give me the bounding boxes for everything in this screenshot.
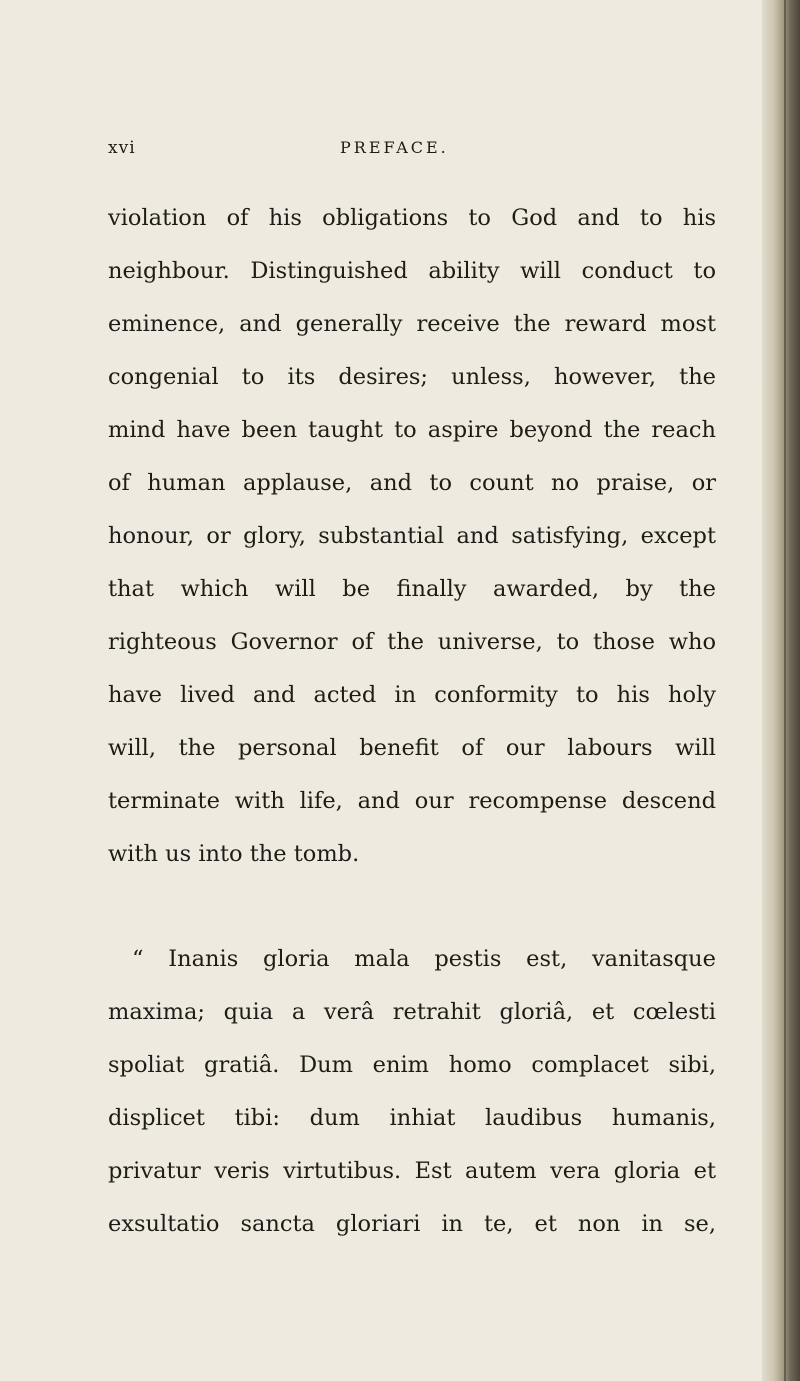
text-line: terminate with life, and our recompense descend: [108, 788, 716, 814]
book-gutter-shadow: [762, 0, 800, 1381]
text-line: that which will be finally awarded, by the: [108, 576, 716, 602]
page-number: xvi: [108, 138, 136, 158]
text-line: “ Inanis gloria mala pestis est, vanitasque: [132, 946, 716, 972]
running-head: [108, 138, 748, 164]
text-line: spoliat gratiâ. Dum enim homo complacet sibi,: [108, 1052, 716, 1078]
text-line: have lived and acted in conformity to his holy: [108, 682, 716, 708]
running-title: PREFACE.: [340, 138, 449, 157]
paragraph-latin-quote: [108, 933, 716, 1251]
text-line: will, the personal benefit of our labours will: [108, 735, 716, 761]
text-line: exsultatio sancta gloriari in te, et non in se,: [108, 1211, 716, 1237]
gutter-edge: [784, 0, 786, 1381]
text-line: neighbour. Distinguished ability will conduct to: [108, 258, 716, 284]
text-line: mind have been taught to aspire beyond the reach: [108, 417, 716, 443]
paragraph-english: [108, 192, 716, 881]
text-line: maxima; quia a verâ retrahit gloriâ, et cœlesti: [108, 999, 716, 1025]
text-line: displicet tibi: dum inhiat laudibus humanis,: [108, 1105, 716, 1131]
text-line: eminence, and generally receive the reward most: [108, 311, 716, 337]
body-text: [108, 192, 716, 1251]
text-line: righteous Governor of the universe, to those who: [108, 629, 716, 655]
text-line: of human applause, and to count no praise, or: [108, 470, 716, 496]
text-line: violation of his obligations to God and to his: [108, 205, 716, 231]
text-line: with us into the tomb.: [108, 841, 360, 867]
text-line: honour, or glory, substantial and satisfying, except: [108, 523, 716, 549]
text-line: privatur veris virtutibus. Est autem vera gloria et: [108, 1158, 716, 1184]
text-line: congenial to its desires; unless, however, the: [108, 364, 716, 390]
paragraph-gap: [108, 881, 716, 933]
